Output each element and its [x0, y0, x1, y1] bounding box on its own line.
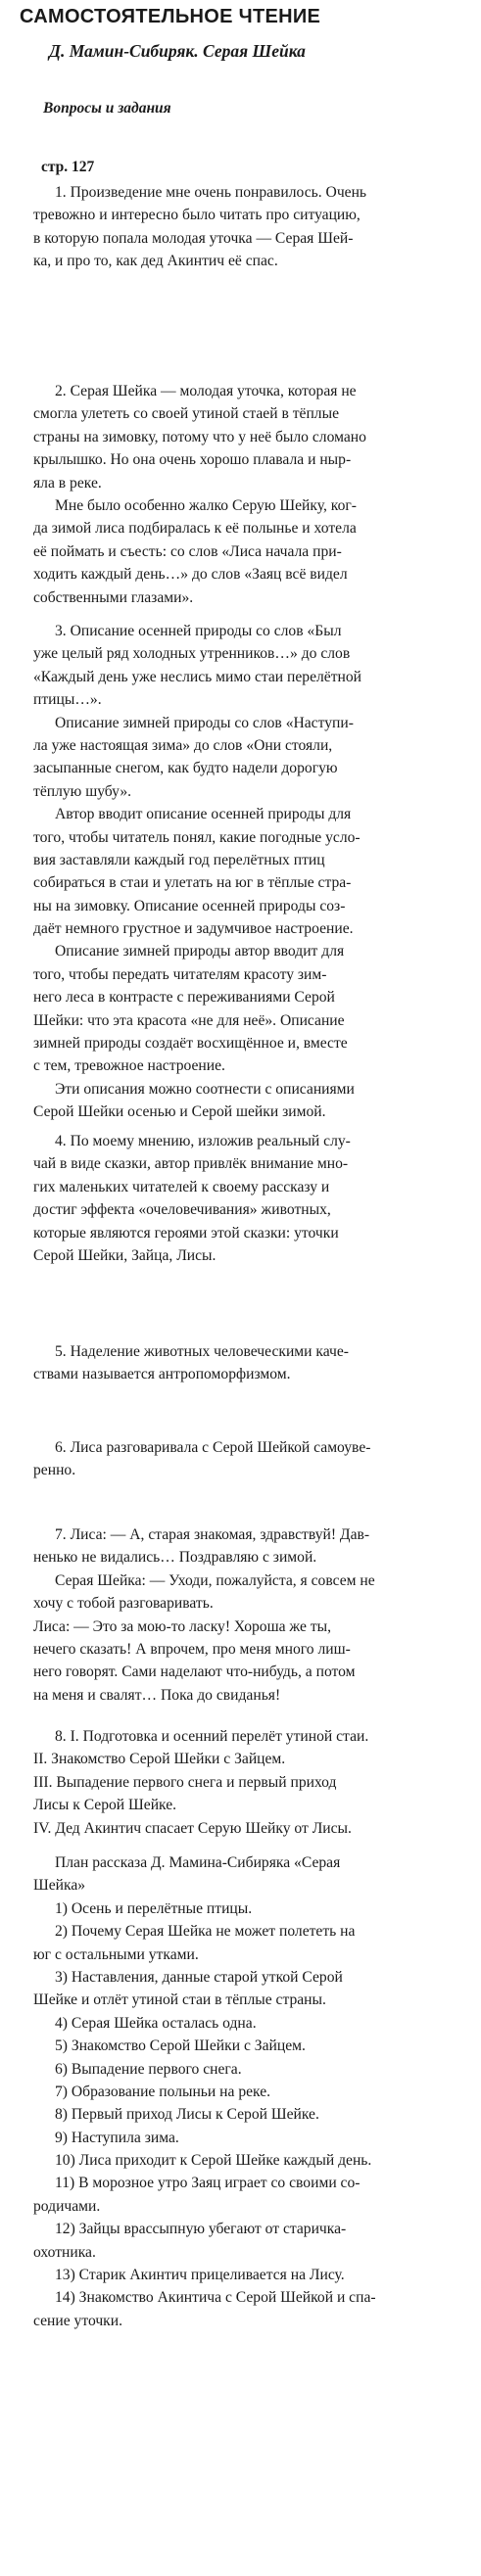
text-line: 5. Наделение животных человеческими каче-: [55, 1343, 349, 1360]
text-line: страны на зимовку, потому что у неё было сломано: [33, 428, 366, 445]
text-line: ла уже настоящая зима» до слов «Они стояли,: [33, 736, 333, 754]
text-line: Лиса: — Это за мою-то ласку! Хороша же ты,: [33, 1617, 332, 1635]
text-line: да зимой лиса подбиралась к её полынье и хотела: [33, 520, 357, 538]
text-line: Серой Шейки осенью и Серой шейки зимой.: [33, 1103, 326, 1121]
text-line: 1. Произведение мне очень понравилось. Очень: [55, 184, 367, 201]
text-line: План рассказа Д. Мамина-Сибиряка «Серая: [55, 1854, 341, 1871]
text-line: 11) В морозное утро Заяц играет со своими со-: [55, 2175, 361, 2192]
text-line: Серой Шейки, Зайца, Лисы.: [33, 1246, 216, 1264]
text-line: уже целый ряд холодных утренников…» до слов: [33, 645, 351, 663]
text-line: Шейке и отлёт утиной стаи в тёплые страны.: [33, 1991, 326, 2009]
text-line: птицы…».: [33, 691, 102, 709]
text-line: чай в виде сказки, автор привлёк внимание мно-: [33, 1155, 349, 1173]
text-line: 14) Знакомство Акинтича с Серой Шейкой и спа-: [55, 2289, 376, 2307]
text-line: III. Выпадение первого снега и первый приход: [33, 1773, 337, 1791]
text-line: ствами называется антропоморфизмом.: [33, 1366, 291, 1383]
text-line: нечего сказать! А впрочем, про меня много лиш-: [33, 1640, 351, 1658]
text-line: ны на зимовку. Описание осенней природы соз-: [33, 897, 346, 914]
text-line: собственными глазами».: [33, 588, 194, 606]
text-line: вия заставляли каждый год перелётных птиц: [33, 851, 325, 868]
text-line: того, чтобы передать читателям красоту зим-: [33, 965, 327, 983]
text-line: 4. По моему мнению, изложив реальный слу-: [55, 1133, 351, 1149]
text-line: крылышко. Но она очень хорошо плавала и ныр-: [33, 451, 352, 469]
text-line: Серая Шейка: — Уходи, пожалуйста, я совсем не: [55, 1571, 375, 1589]
text-line: собираться в стаи и улетать на юг в тёплые стра-: [33, 874, 352, 892]
text-line: достиг эффекта «очеловечивания» животных,: [33, 1201, 331, 1219]
story-title: Д. Мамин-Сибиряк. Серая Шейка: [49, 41, 306, 61]
text-line: зимней природы создаёт восхищённое и, вместе: [33, 1035, 348, 1053]
answer-block-6: [33, 1436, 476, 1482]
text-line: охотника.: [33, 2243, 96, 2261]
text-line: ходить каждый день…» до слов «Заяц всё видел: [33, 566, 348, 584]
text-line: засыпанные снегом, как будто надели дорогую: [33, 760, 338, 777]
answer-block-7: [33, 1523, 476, 1707]
text-line: юг с остальными утками.: [33, 1945, 199, 1963]
text-line: «Каждый день уже неслись мимо стаи перелётной: [33, 668, 362, 685]
text-line: Эти описания можно соотнести с описаниями: [55, 1080, 355, 1098]
text-line: 13) Старик Акинтич прицеливается на Лису.: [55, 2267, 345, 2284]
text-line: него леса в контрасте с переживаниями Серой: [33, 989, 335, 1007]
text-line: яла в реке.: [33, 474, 102, 492]
text-line: ренно.: [33, 1462, 76, 1479]
answer-block-4: [33, 1130, 476, 1267]
text-line: 4) Серая Шейка осталась одна.: [55, 2014, 257, 2032]
answer-block-2: [33, 380, 476, 609]
answer-block-9: [33, 1851, 476, 2332]
text-line: 12) Зайцы врассыпную убегают от старичка-: [55, 2221, 347, 2238]
text-line: в которую попала молодая уточка — Серая Шей-: [33, 229, 354, 247]
text-line: хочу с тобой разговаривать.: [33, 1595, 214, 1613]
text-line: 9) Наступила зима.: [55, 2129, 179, 2146]
text-line: IV. Дед Акинтич спасает Серую Шейку от Лисы.: [33, 1819, 352, 1837]
text-line: гих маленьких читателей к своему рассказу и: [33, 1178, 330, 1195]
text-line: 7) Образование полыньи на реке.: [55, 2083, 271, 2100]
text-line: 10) Лиса приходит к Серой Шейке каждый день.: [55, 2152, 372, 2170]
answer-block-5: [33, 1340, 476, 1386]
text-line: 2. Серая Шейка — молодая уточка, которая не: [55, 383, 357, 399]
text-line: которые являются героями этой сказки: уточки: [33, 1224, 339, 1241]
answer-block-8: [33, 1725, 476, 1840]
answer-block-1: [33, 181, 476, 273]
text-line: 8. I. Подготовка и осенний перелёт утиной стаи.: [55, 1728, 369, 1745]
text-line: ненько не видались… Поздравляю с зимой.: [33, 1549, 317, 1567]
text-line: 2) Почему Серая Шейка не может полететь на: [55, 1923, 356, 1941]
text-line: Мне было особенно жалко Серую Шейку, ког-: [55, 496, 357, 514]
text-line: смогла улететь со своей утиной стаей в тёплые: [33, 405, 339, 423]
text-line: родичами.: [33, 2197, 101, 2215]
text-line: 3. Описание осенней природы со слов «Был: [55, 623, 342, 639]
text-line: сение уточки.: [33, 2312, 123, 2329]
text-line: 7. Лиса: — А, старая знакомая, здравствуй! Дав-: [55, 1526, 370, 1543]
text-line: того, чтобы читатель понял, какие погодные усло-: [33, 828, 361, 846]
text-line: 3) Наставления, данные старой уткой Серой: [55, 1968, 343, 1986]
text-line: тревожно и интересно было читать про ситуацию,: [33, 207, 361, 224]
text-line: её поймать и съесть: со слов «Лиса начала при-: [33, 542, 342, 560]
text-line: Лисы к Серой Шейке.: [33, 1797, 177, 1814]
header: САМОСТОЯТЕЛЬНОЕ ЧТЕНИЕ: [20, 6, 321, 27]
text-line: с тем, тревожное настроение.: [33, 1057, 225, 1075]
text-line: Автор вводит описание осенней природы для: [55, 806, 352, 823]
text-line: ка, и про то, как дед Акинтич её спас.: [33, 253, 278, 270]
section-title: Вопросы и задания: [43, 100, 171, 117]
text-line: Шейка»: [33, 1877, 86, 1895]
text-line: даёт немного грустное и задумчивое настроение.: [33, 920, 354, 938]
text-line: 1) Осень и перелётные птицы.: [55, 1899, 253, 1917]
page-ref: стр. 127: [41, 159, 95, 175]
text-line: 6) Выпадение первого снега.: [55, 2060, 242, 2078]
answer-block-3: [33, 620, 476, 1124]
text-line: тёплую шубу».: [33, 782, 132, 800]
text-line: Описание зимней природы автор вводит для: [55, 943, 345, 960]
text-line: 5) Знакомство Серой Шейки с Зайцем.: [55, 2037, 306, 2055]
text-line: Описание зимней природы со слов «Наступи-: [55, 714, 354, 731]
text-line: на меня и свалят… Пока до свиданья!: [33, 1686, 281, 1704]
text-line: II. Знакомство Серой Шейки с Зайцем.: [33, 1751, 286, 1768]
text-line: Шейки: что эта красота «не для неё». Описание: [33, 1011, 345, 1029]
text-line: 8) Первый приход Лисы к Серой Шейке.: [55, 2106, 319, 2124]
text-line: него говорят. Сами наделают что-нибудь, а потом: [33, 1663, 356, 1681]
text-line: 6. Лиса разговаривала с Серой Шейкой самоуве-: [55, 1439, 371, 1456]
